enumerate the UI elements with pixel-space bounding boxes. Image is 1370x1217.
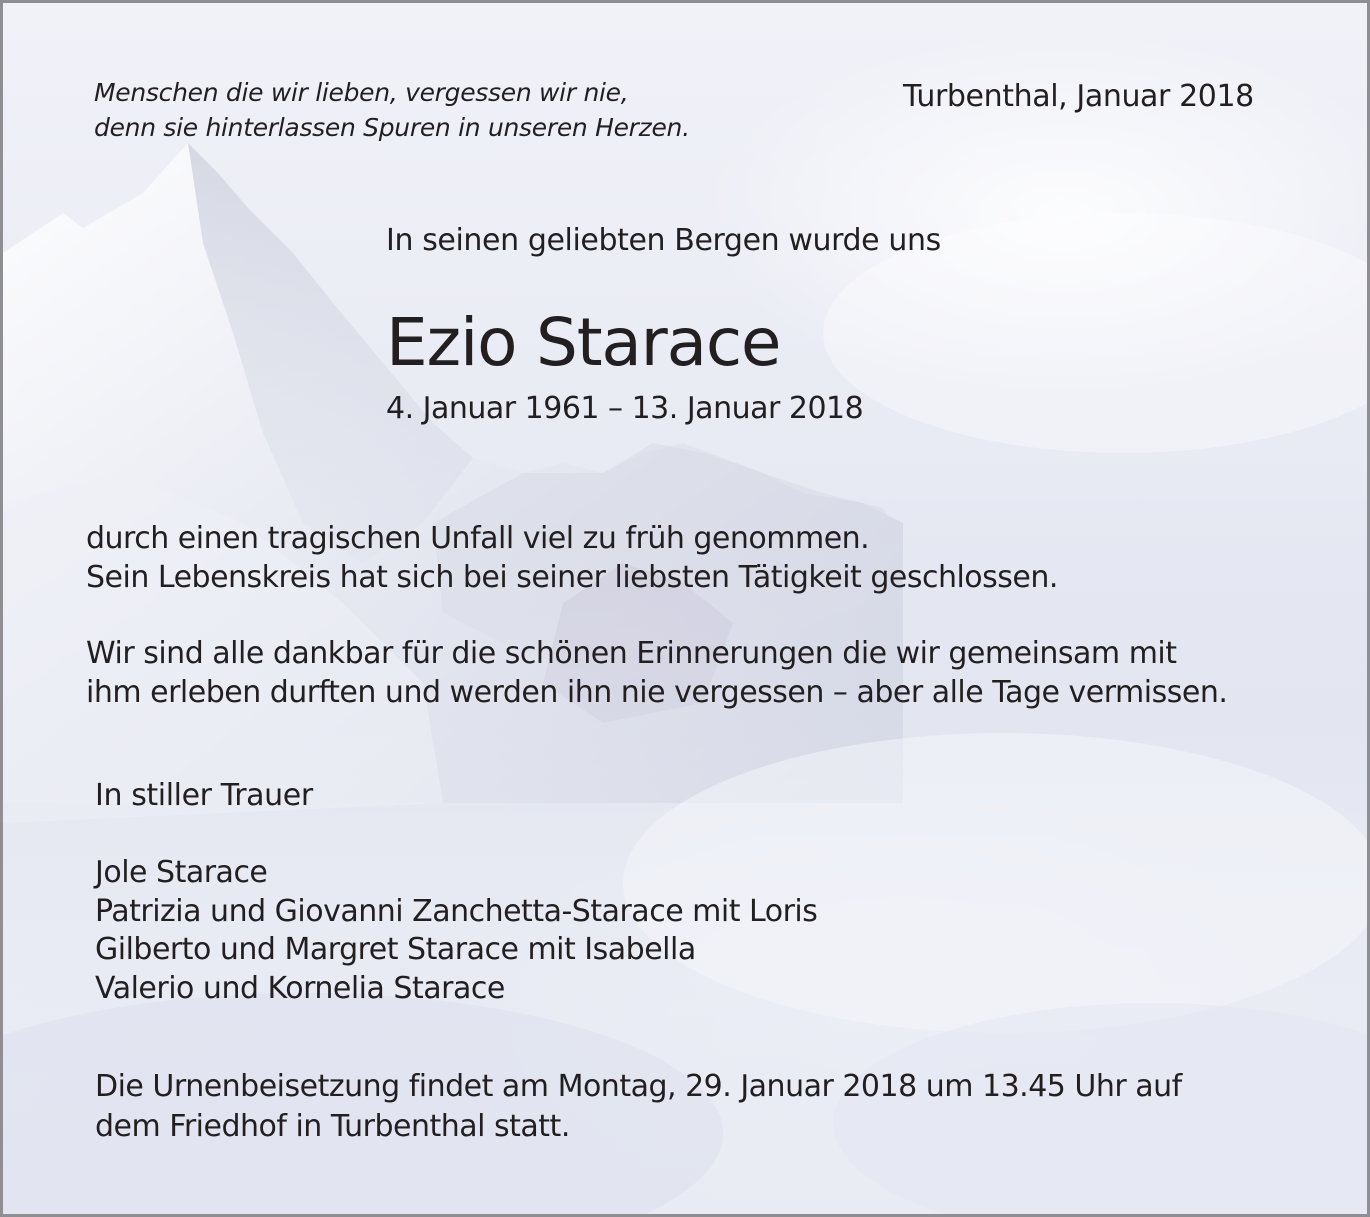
place-date: Turbenthal, Januar 2018 (903, 79, 1254, 114)
motto-line: Menschen die wir lieben, vergessen wir nie, (94, 78, 629, 107)
burial-line: dem Friedhof in Turbenthal statt. (95, 1109, 570, 1144)
deceased-name: Ezio Starace (386, 304, 781, 381)
family-member: Gilberto und Margret Starace mit Isabella (95, 932, 696, 967)
family-member: Jole Starace (95, 855, 268, 890)
burial-line: Die Urnenbeisetzung findet am Montag, 29. Januar 2018 um 13.45 Uhr auf (95, 1069, 1182, 1104)
mountain-background-image (3, 3, 1367, 1214)
family-member: Valerio und Kornelia Starace (95, 970, 505, 1006)
paragraph-line: Sein Lebenskreis hat sich bei seiner liebsten Tätigkeit geschlossen. (86, 560, 1058, 595)
paragraph-line: ihm erleben durften und werden ihn nie vergessen – aber alle Tage vermissen. (86, 675, 1228, 710)
paragraph-line: durch einen tragischen Unfall viel zu früh genommen. (86, 521, 870, 556)
motto-line: denn sie hinterlassen Spuren in unseren Herzen. (94, 113, 690, 142)
burial-info (95, 1067, 1182, 1147)
life-dates: 4. Januar 1961 – 13. Januar 2018 (386, 391, 864, 426)
family-member: Patrizia und Giovanni Zanchetta-Starace mit Loris (95, 893, 818, 929)
paragraph-line: Wir sind alle dankbar für die schönen Erinnerungen die wir gemeinsam mit (86, 636, 1177, 671)
paragraph-gratitude (86, 634, 1227, 712)
paragraph-accident (86, 519, 1058, 597)
mourning-heading: In stiller Trauer (95, 778, 313, 813)
memorial-motto (94, 75, 690, 145)
intro-text: In seinen geliebten Bergen wurde uns (386, 223, 941, 258)
family-list (95, 854, 817, 1008)
